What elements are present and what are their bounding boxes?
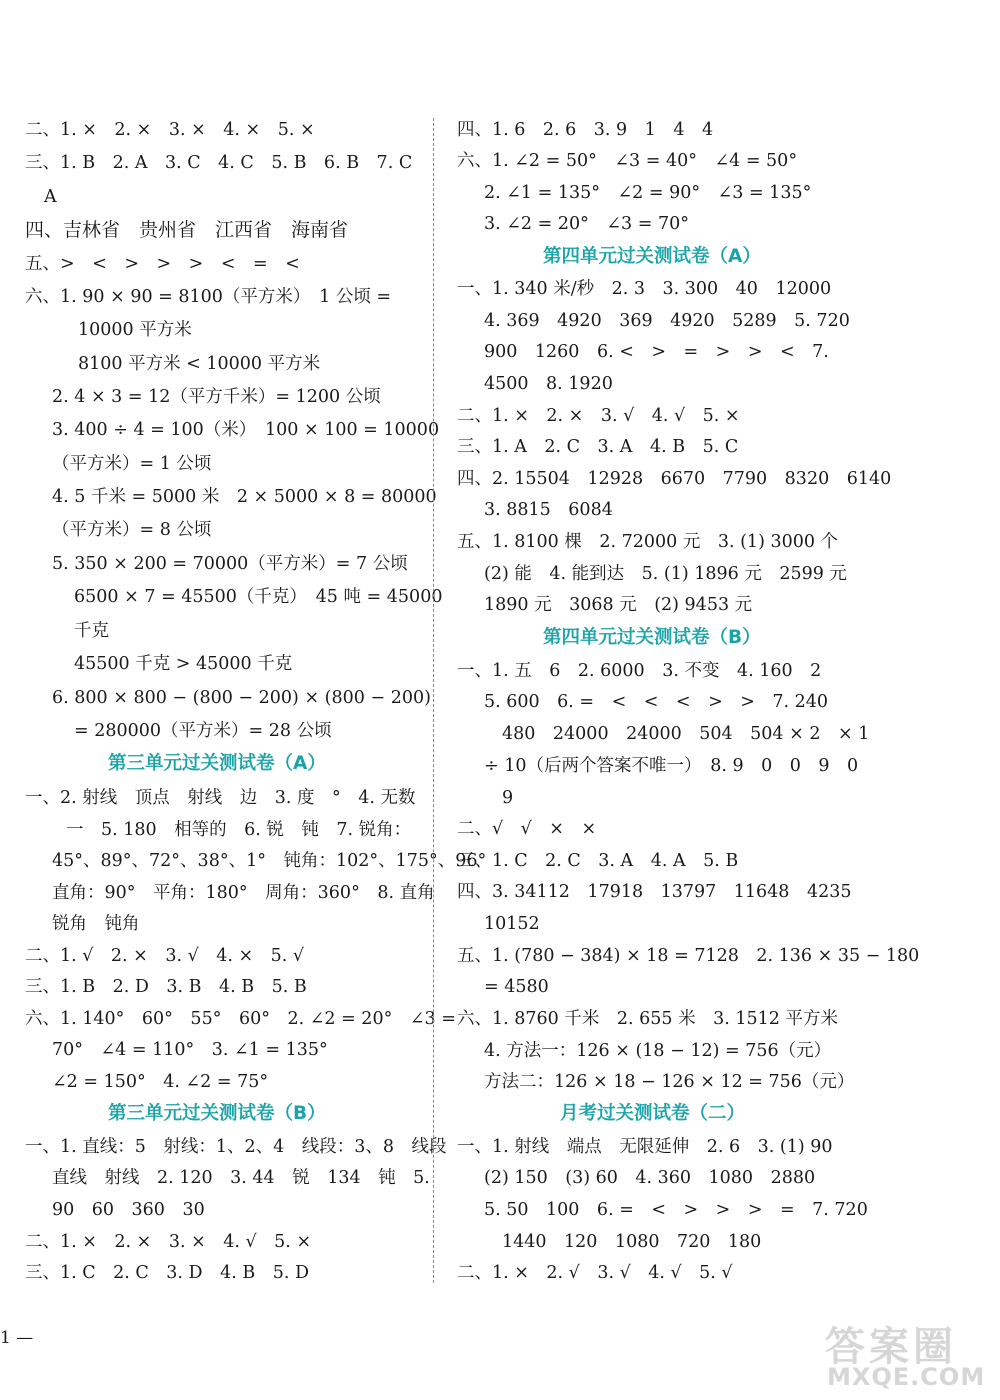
answer-line: 六、1. 140° 60° 55° 60° 2. ∠2 = 20° ∠3 = xyxy=(25,1009,456,1029)
answer-line: 3. 8815 6084 xyxy=(484,500,613,520)
section-heading-unit3b: 第三单元过关测试卷（B） xyxy=(108,1103,326,1124)
column-divider xyxy=(433,118,434,1283)
section-heading-unit4a: 第四单元过关测试卷（A） xyxy=(543,246,761,267)
answer-line: 直线 射线 2. 120 3. 44 锐 134 钝 5. xyxy=(52,1168,430,1188)
answer-line: = 280000（平方米）= 28 公顷 xyxy=(74,721,332,741)
answer-line: 5. 350 × 200 = 70000（平方米）= 7 公顷 xyxy=(52,554,408,574)
answer-line: 三、1. C 2. C 3. D 4. B 5. D xyxy=(25,1263,309,1283)
answer-line: 1890 元 3068 元 (2) 9453 元 xyxy=(484,595,753,615)
answer-line: (2) 150 (3) 60 4. 360 1080 2880 xyxy=(484,1168,816,1188)
answer-line: 二、1. × 2. × 3. √ 4. √ 5. × xyxy=(457,406,740,426)
answer-line: 5. 600 6. = < < < > > 7. 240 xyxy=(484,692,829,712)
answer-line: A xyxy=(44,187,57,207)
answer-line: （平方米）= 1 公顷 xyxy=(52,454,212,474)
answer-line: 二、1. × 2. × 3. × 4. × 5. × xyxy=(25,120,315,140)
answer-line: 四、2. 15504 12928 6670 7790 8320 6140 xyxy=(457,469,892,489)
answer-line: 70° ∠4 = 110° 3. ∠1 = 135° xyxy=(52,1040,328,1060)
answer-line: 2. ∠1 = 135° ∠2 = 90° ∠3 = 135° xyxy=(484,183,812,203)
answer-line: 2. 4 × 3 = 12（平方千米）= 1200 公顷 xyxy=(52,387,381,407)
answer-line: 10000 平方米 xyxy=(78,320,192,340)
answer-line: 45500 千克 > 45000 千克 xyxy=(74,654,293,674)
answer-line: 4. 5 千米 = 5000 米 2 × 5000 × 8 = 80000 xyxy=(52,487,437,507)
answer-line: 9 xyxy=(502,788,514,808)
answer-line: 五、1. 8100 棵 2. 72000 元 3. (1) 3000 个 xyxy=(457,532,839,552)
answer-line: 3. 400 ÷ 4 = 100（米） 100 × 100 = 10000 xyxy=(52,420,440,440)
answer-line: 一、1. 直线：5 射线：1、2、4 线段：3、8 线段 xyxy=(25,1137,447,1157)
answer-line: 三、1. C 2. C 3. A 4. A 5. B xyxy=(457,851,739,871)
section-heading-unit3a: 第三单元过关测试卷（A） xyxy=(108,753,326,774)
answer-line: 4500 8. 1920 xyxy=(484,374,613,394)
answer-line: 一、1. 五 6 2. 6000 3. 不变 4. 160 2 xyxy=(457,661,822,681)
answer-line: 6500 × 7 = 45500（千克） 45 吨 = 45000 xyxy=(74,587,443,607)
answer-line: 二、1. × 2. √ 3. √ 4. √ 5. √ xyxy=(457,1263,733,1283)
answer-line: 方法二：126 × 18 − 126 × 12 = 756（元） xyxy=(484,1072,855,1092)
answer-line: 锐角 钝角 xyxy=(52,914,140,934)
answer-line: 45°、89°、72°、38°、1° 钝角：102°、175°、96° xyxy=(52,851,487,871)
answer-line: 4. 369 4920 369 4920 5289 5. 720 xyxy=(484,311,850,331)
answer-line: 900 1260 6. < > = > > < 7. xyxy=(484,342,829,362)
answer-line: 3. ∠2 = 20° ∠3 = 70° xyxy=(484,214,689,234)
answer-line: 一 5. 180 相等的 6. 锐 钝 7. 锐角： xyxy=(66,820,412,840)
answer-line: 10152 xyxy=(484,914,540,934)
answer-line: ∠2 = 150° 4. ∠2 = 75° xyxy=(52,1072,269,1092)
answer-line: = 4580 xyxy=(484,977,549,997)
answer-line: 三、1. B 2. D 3. B 4. B 5. B xyxy=(25,977,307,997)
answer-line: 四、1. 6 2. 6 3. 9 1 4 4 xyxy=(457,120,714,140)
answer-line: 六、1. ∠2 = 50° ∠3 = 40° ∠4 = 50° xyxy=(457,151,798,171)
answer-line: 一、1. 射线 端点 无限延伸 2. 6 3. (1) 90 xyxy=(457,1137,833,1157)
answer-line: 五、1. (780 − 384) × 18 = 7128 2. 136 × 35 − 180 xyxy=(457,946,920,966)
answer-line: ÷ 10（后两个答案不唯一） 8. 9 0 0 9 0 xyxy=(484,756,859,776)
answer-line: 五、> < > > > < = < xyxy=(25,254,300,274)
answer-line: 6. 800 × 800 − (800 − 200) × (800 − 200) xyxy=(52,688,431,708)
answer-line: 480 24000 24000 504 504 × 2 × 1 xyxy=(502,724,870,744)
answer-line: （平方米）= 8 公顷 xyxy=(52,520,212,540)
answer-line: 二、√ √ × × xyxy=(457,819,597,839)
answer-line: 四、吉林省 贵州省 江西省 海南省 xyxy=(25,219,349,241)
answer-line: 一、2. 射线 顶点 射线 边 3. 度 ° 4. 无数 xyxy=(25,788,416,808)
watermark-url: MXQE.COM xyxy=(827,1363,986,1391)
answer-line: 一、1. 340 米/秒 2. 3 3. 300 40 12000 xyxy=(457,279,832,299)
watermark-logo xyxy=(815,1315,995,1395)
answer-line: 四、3. 34112 17918 13797 11648 4235 xyxy=(457,882,852,902)
answer-line: (2) 能 4. 能到达 5. (1) 1896 元 2599 元 xyxy=(484,564,847,584)
answer-line: 90 60 360 30 xyxy=(52,1200,205,1220)
answer-line: 六、1. 8760 千米 2. 655 米 3. 1512 平方米 xyxy=(457,1009,838,1029)
answer-line: 4. 方法一：126 × (18 − 12) = 756（元） xyxy=(484,1041,832,1061)
answer-line: 直角：90° 平角：180° 周角：360° 8. 直角 xyxy=(52,883,435,903)
answer-line: 六、1. 90 × 90 = 8100（平方米） 1 公顷 = xyxy=(25,287,392,307)
answer-line: 二、1. √ 2. × 3. √ 4. × 5. √ xyxy=(25,946,305,966)
answer-line: 1440 120 1080 720 180 xyxy=(502,1232,762,1252)
section-heading-unit4b: 第四单元过关测试卷（B） xyxy=(543,627,761,648)
answer-line: 二、1. × 2. × 3. × 4. √ 5. × xyxy=(25,1232,312,1252)
page-number: 1 — xyxy=(0,1328,34,1348)
answer-line: 5. 50 100 6. = < > > > = 7. 720 xyxy=(484,1200,868,1220)
answer-line: 三、1. B 2. A 3. C 4. C 5. B 6. B 7. C xyxy=(25,153,413,173)
watermark-text: 答案圈 xyxy=(825,1324,957,1370)
answer-line: 三、1. A 2. C 3. A 4. B 5. C xyxy=(457,437,739,457)
answer-line: 千克 xyxy=(74,621,109,641)
section-heading-monthly2: 月考过关测试卷（二） xyxy=(560,1103,746,1124)
answer-line: 8100 平方米 < 10000 平方米 xyxy=(78,354,321,374)
